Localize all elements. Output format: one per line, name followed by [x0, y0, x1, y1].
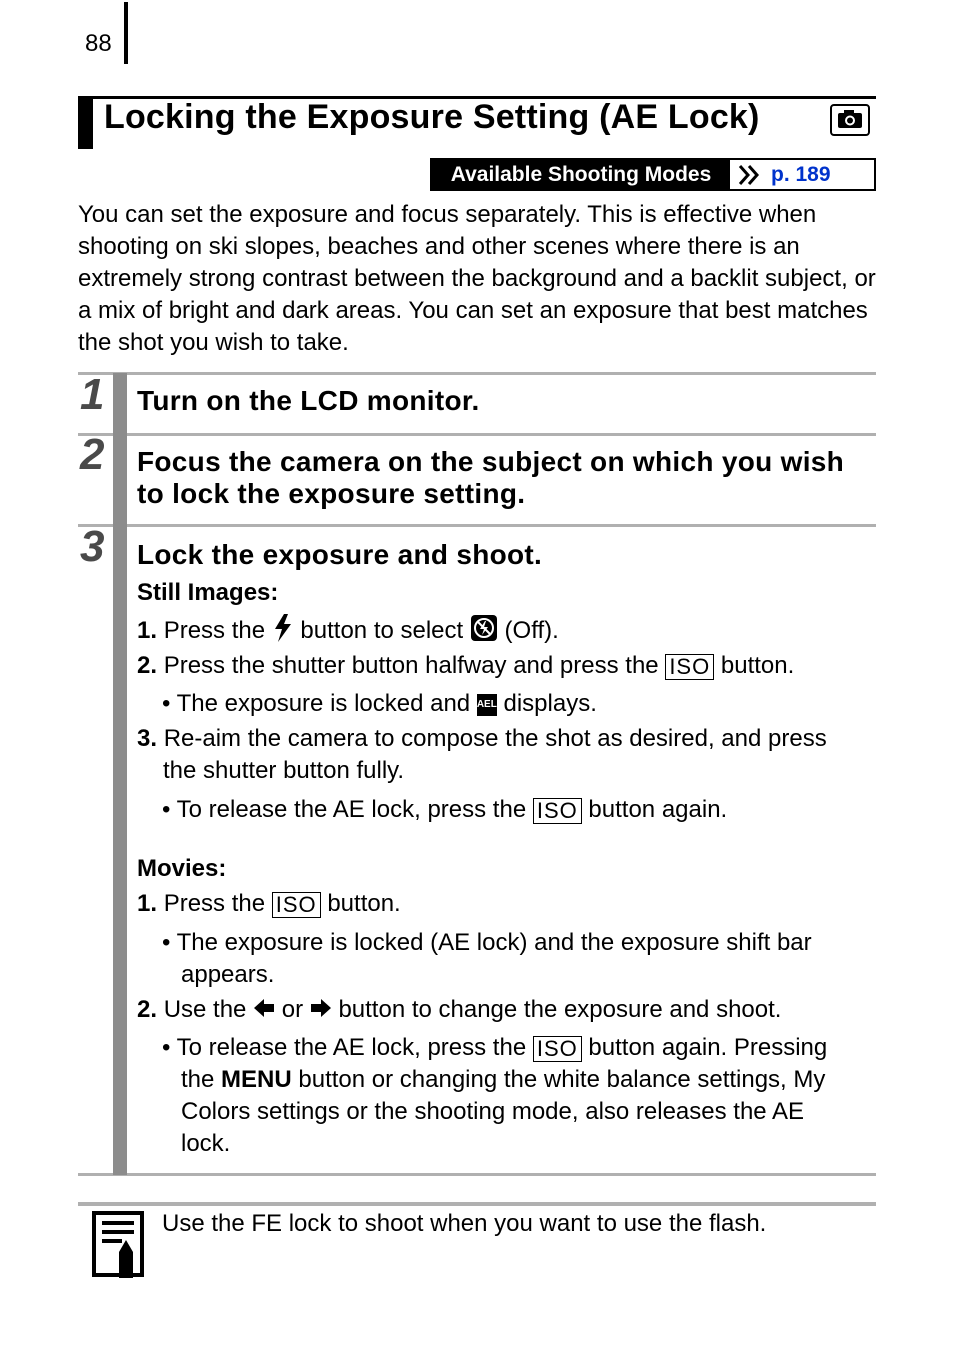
movies-bullet-2-line-3: Colors settings or the shooting mode, also releases the AE — [181, 1098, 805, 1125]
item-text: Press the shutter button halfway and press the — [163, 652, 659, 679]
bullet: • — [162, 690, 171, 717]
note-icon — [92, 1210, 146, 1285]
item-text: To release the AE lock, press the — [176, 796, 527, 823]
item-text: button again. — [588, 796, 728, 823]
item-number: 2. — [137, 652, 158, 679]
item-text: The exposure is locked (AE lock) and the exposure shift bar — [176, 929, 812, 956]
step-number: 3 — [80, 522, 105, 571]
item-text: (Off). — [504, 616, 559, 644]
step-heading: Focus the camera on the subject on which you wish to lock the exposure setting. — [137, 446, 845, 509]
bullet: • — [162, 1034, 171, 1061]
still-item-3 — [137, 725, 827, 753]
item-number: 1. — [137, 890, 158, 917]
movies-item-1 — [137, 890, 401, 918]
movies-bullet-2-line-2 — [181, 1066, 825, 1094]
page-number-rule — [124, 2, 128, 64]
item-number: 2. — [137, 996, 158, 1023]
item-text: the — [181, 1066, 215, 1093]
movies-bullet-2 — [162, 1034, 827, 1062]
available-modes-label: Available Shooting Modes — [432, 160, 730, 189]
step-divider — [78, 372, 876, 375]
item-text: button or changing the white balance settings, My — [298, 1066, 826, 1093]
still-item-1 — [137, 613, 559, 650]
left-arrow-icon — [253, 997, 275, 1025]
movies-heading: Movies: — [137, 855, 227, 882]
item-number: 3. — [137, 725, 158, 752]
item-text: Re-aim the camera to compose the shot as desired, and press — [163, 725, 827, 752]
item-text: The exposure is locked and — [176, 690, 471, 717]
right-arrow-icon — [310, 997, 332, 1025]
ael-icon: AEL — [477, 694, 497, 716]
intro-paragraph: You can set the exposure and focus separately. This is effective when shooting on ski slopes, beaches and other scenes where there is an extremely strong contrast between the background and a backlit subject, or a mix of bright and dark areas. You can set an exposure that best matches the shot you wish to take. — [78, 201, 876, 356]
item-text: button. — [327, 890, 401, 917]
iso-button-icon: ISO — [533, 798, 582, 824]
step-number: 2 — [80, 430, 105, 479]
bullet: • — [162, 796, 171, 823]
menu-button-label: MENU — [221, 1066, 292, 1093]
item-text: button again. Pressing — [588, 1034, 828, 1061]
modes-page-link[interactable]: p. 189 — [771, 163, 831, 186]
movies-item-2 — [137, 996, 781, 1025]
step-number: 1 — [80, 370, 105, 419]
item-text: Press the — [163, 890, 266, 917]
still-item-2 — [137, 652, 794, 680]
step-divider — [78, 1173, 876, 1176]
item-number: 1. — [137, 616, 158, 644]
step-divider — [78, 524, 876, 527]
step-heading: Turn on the LCD monitor. — [137, 385, 480, 416]
item-text: Use the — [163, 996, 247, 1023]
title-bar — [78, 99, 93, 149]
page-number: 88 — [85, 30, 112, 57]
item-text: button to select — [300, 616, 464, 644]
movies-bullet-1-cont: appears. — [181, 961, 275, 988]
item-text: displays. — [503, 690, 597, 717]
flash-off-icon — [470, 614, 498, 649]
movies-bullet-1 — [162, 929, 812, 957]
item-text: Press the — [163, 616, 266, 644]
item-text: button to change the exposure and shoot. — [338, 996, 782, 1023]
double-chevron-icon — [737, 163, 761, 192]
still-images-heading: Still Images: — [137, 579, 279, 606]
movies-bullet-2-line-4: lock. — [181, 1130, 231, 1157]
item-text: button. — [720, 652, 795, 679]
step-side-bar — [113, 373, 127, 1175]
item-text: or — [281, 996, 304, 1023]
iso-button-icon: ISO — [665, 654, 714, 680]
camera-icon — [830, 104, 870, 136]
still-bullet-1 — [162, 690, 597, 718]
page-title: Locking the Exposure Setting (AE Lock) — [104, 98, 760, 136]
bullet: • — [162, 929, 171, 956]
step-divider — [78, 433, 876, 436]
note-text: Use the FE lock to shoot when you want to use the flash. — [162, 1210, 767, 1237]
item-text: To release the AE lock, press the — [176, 1034, 527, 1061]
step-heading: Lock the exposure and shoot. — [137, 539, 543, 570]
note-divider — [78, 1202, 876, 1206]
iso-button-icon: ISO — [272, 892, 321, 918]
iso-button-icon: ISO — [533, 1036, 582, 1062]
still-item-3-cont: the shutter button fully. — [163, 757, 405, 784]
available-modes-box — [430, 158, 876, 191]
still-bullet-2 — [162, 796, 727, 824]
flash-icon — [272, 613, 294, 650]
